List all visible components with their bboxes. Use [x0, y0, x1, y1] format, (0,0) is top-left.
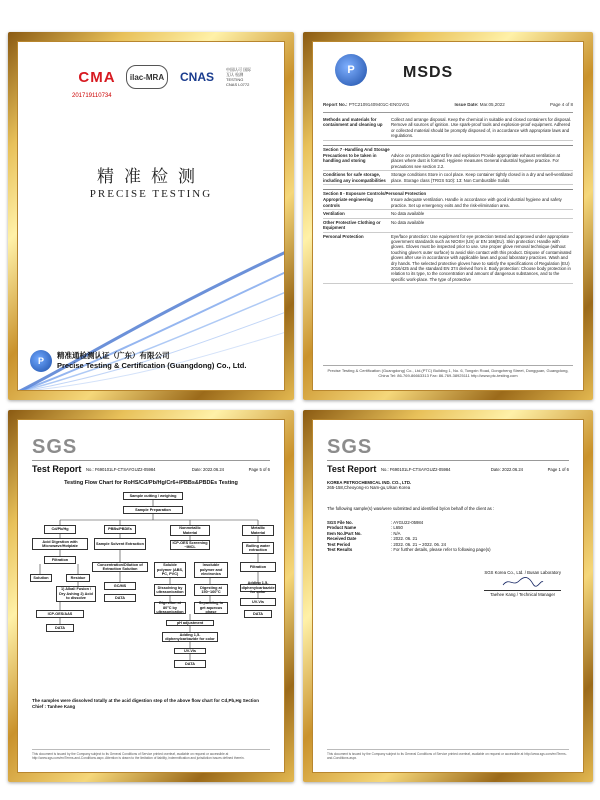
msds-row-value: No data available	[391, 211, 425, 217]
msds-row	[323, 196, 573, 210]
msds-section-heading: Section 7 -Handling And Storage	[323, 145, 573, 152]
flow-box-digest: Digesting at 150~160°C	[194, 584, 228, 596]
report-no: PTC21091409401C-EN01V01	[348, 102, 410, 107]
cma-logo: CMA	[78, 68, 116, 86]
msds-row-value: No data available	[391, 219, 425, 225]
result-field-value: : L650	[391, 525, 403, 531]
flow-box-dissolve: Dissolving by ultrasonication	[154, 584, 186, 596]
test-report-no: No.: F690101LF-CTSAYGUZ2-05984	[86, 467, 156, 472]
page-indicator: Page 4 of 8	[549, 102, 573, 107]
msds-row-key: Personal Protection	[323, 233, 364, 239]
msds-row-key: Ventilation	[323, 211, 345, 217]
flow-box-nonmetal: Nonmetallic Material	[170, 525, 210, 536]
cover-title-cn: 精准检测	[97, 167, 205, 187]
cover-page	[17, 41, 285, 391]
msds-row-value: Advice on protection against fire and explosion Provide appropriate exhaust ventilation at places where dust is formed. Hygiene measures General industrial hygiene practice. For precautions see section 2.2.	[391, 153, 561, 169]
ptc-logo-icon: P	[335, 54, 367, 86]
msds-row-key: Other Protective Clothing or Equipment	[323, 219, 381, 231]
flow-box-data4: DATA	[174, 660, 206, 668]
certificate-frame-cover	[8, 32, 294, 400]
flow-chart-title: Testing Flow Chart for RoHS/Cd/Pb/Hg/Cr6+/PBBs&PBDEs Testing	[64, 480, 238, 486]
certificate-frame-sgs-flow	[8, 410, 294, 782]
flow-box-prep: Sample Preparation	[123, 506, 183, 514]
cover-title-en: PRECISE TESTING	[89, 188, 213, 200]
client-name: KOREA PETROCHEMICAL IND. CO., LTD.	[327, 480, 412, 485]
flow-box-adding2: Adding 1,5-diphenylcarbazide for color	[162, 632, 218, 642]
test-report-date: Date: 2022.06.24	[191, 467, 224, 472]
signer: Taehee Kang / Technical Manager	[484, 590, 561, 597]
flow-box-insoluble: Insoluble polymer and electronics	[194, 562, 228, 578]
result-field-key: Test Results	[327, 547, 353, 553]
msds-section-heading: Section 8 - Exposure Controls/Personal Protection	[323, 189, 573, 196]
cover-company	[30, 350, 246, 372]
company-name-cn: 精准通检测认证（广东）有限公司	[57, 351, 170, 360]
cnas-logo: CNAS	[179, 70, 214, 84]
msds-row-value: Collect and arrange disposal. Keep the chemical in suitable and closed containers for disposal. Remove all sources of ignition. Use spark-proof tools and explosion-proof equipment. Adhered or collected material should be promptly disposed of, in accordance with appropriate laws and regulations.	[391, 117, 572, 139]
msds-row	[323, 219, 573, 233]
flow-box-pbbs: PBBs/PBDEs	[104, 525, 136, 534]
msds-footer: Precise Testing & Certification (Guangdong) Co., Ltd.(PTC) Building 1, No. 6, Tongxin Road, Dongcheng Street, Dongguan, Guangdong, China Tel: 86-769-86663313 Fax: 86-769-38925111 http://www.ptc-testing.com	[323, 365, 573, 378]
msds-title: MSDS	[403, 64, 454, 81]
lab-block	[484, 570, 561, 597]
flow-box-metal: Metallic Material	[242, 525, 274, 536]
flow-box-acid: Acid Digestion with Microwave/Hotplate	[32, 538, 88, 550]
result-field-key: Received Date	[327, 536, 357, 542]
flow-box-cut: Sample cutting / weighing	[123, 492, 183, 500]
flow-box-adding: Adding 1,5-diphenylcarbazide for color	[241, 581, 275, 595]
sgs-logo: SGS	[32, 436, 78, 458]
flow-box-icp: ICP-OES Screening ~IMCL	[170, 540, 210, 550]
result-fields	[327, 520, 569, 552]
flow-box-uvvis2: UV-Vis	[174, 648, 206, 654]
ptc-emblem-icon: P	[30, 350, 52, 372]
result-field-value: : N/A	[391, 530, 401, 536]
msds-row-key: Methods and materials for containment and cleaning up	[323, 117, 383, 128]
flow-box-digestion: Digestion at 80°C by ultrasonication	[154, 602, 186, 614]
signature-image	[501, 575, 545, 589]
msds-row	[323, 210, 573, 218]
flow-box-filtration-metal: Filtration	[240, 562, 276, 572]
msds-row	[323, 116, 573, 141]
flow-box-data1: DATA	[104, 594, 136, 602]
flow-box-data2: DATA	[244, 610, 272, 618]
test-report-date: Date: 2022.06.24	[490, 467, 523, 472]
issue-date-label: Issue Date:	[454, 102, 479, 107]
result-field-key: Product Name	[327, 525, 357, 531]
company-name-en: Precise Testing & Certification (Guangdong) Co., Ltd.	[57, 361, 247, 370]
flow-box-cdpbhg: Cd/Pb/Hg	[44, 525, 76, 534]
flow-box-filtration1: Filtration	[44, 556, 76, 564]
flow-box-alkali: 1) Alkali Fusion / Dry Ashing 2) Acid to dissolve	[56, 586, 96, 602]
result-field-row	[327, 547, 569, 552]
msds-page	[312, 41, 584, 391]
test-report-page: Page 1 of 6	[547, 467, 569, 472]
msds-row-value: Insure adequate ventilation. Handle in accordance with good industrial hygiene and safety practice. Set up emergency exits and the risk-elimination area.	[391, 197, 562, 208]
sgs-result-page	[312, 419, 584, 773]
test-report-no: No.: F690101LF-CTSAYGUZ2-05984	[381, 467, 451, 472]
certificate-frame-sgs-result	[303, 410, 593, 782]
msds-row	[323, 171, 573, 185]
client-block	[327, 480, 569, 491]
msds-rows	[323, 116, 573, 284]
flow-box-icpoes: ICP-OES/AAS	[36, 610, 84, 618]
flow-chart	[30, 492, 276, 692]
result-field-key: SGS File No.	[327, 520, 353, 525]
flow-box-data3: DATA	[46, 624, 74, 632]
report-no-label: Report No.:	[323, 102, 348, 107]
cnas-caption: 中国认可 国际互认 检测 TESTING CNAS L0772	[226, 67, 252, 87]
msds-row	[323, 152, 573, 171]
flow-box-residue: Residue	[66, 574, 90, 582]
test-report-label: Test Report	[327, 464, 377, 474]
flow-box-solution: Solution	[30, 574, 52, 582]
sgs-logo: SGS	[327, 436, 373, 458]
sgs-flow-page	[17, 419, 285, 773]
flow-box-gcms: GC/MS	[104, 582, 136, 590]
flow-box-uvvis1: UV-Vis	[240, 598, 276, 606]
msds-row-key: Precautions to be taken in handling and storing	[323, 153, 377, 164]
result-field-value: : AYGU22-05984	[391, 520, 424, 525]
msds-row-key: Conditions for safe storage, including any incompatibilities	[323, 172, 386, 183]
msds-row-value: Storage conditions Store in cool place. Keep container tightly closed in a dry and well-ventilated place. Storage class (TRGS 510): 13: Non Combustible Solids	[391, 172, 573, 183]
client-address: 265-158,Cheoyong-ro Nam-gu,Ulsan Korea	[327, 485, 411, 491]
result-field-key: Item No./Part No.	[327, 530, 362, 536]
flow-box-boil: Boiling water extraction	[242, 542, 274, 554]
flow-box-solvent: Sample Solvent Extraction	[94, 538, 146, 550]
result-field-key: Test Period	[327, 541, 351, 547]
msds-row-key: Appropriate engineering controls	[323, 197, 373, 208]
result-field-value: : 2022. 06. 21	[391, 536, 418, 542]
accreditation-logos	[78, 64, 252, 90]
sgs-result-footer: This document is issued by the Company subject to its General Conditions of Service printed overleaf, available on request or accessible at http://www.sgs.com/en/Terms-and-Conditions.aspx.	[327, 749, 569, 760]
flow-box-separate: Separating to get aqueous phase	[194, 602, 228, 614]
msds-row	[323, 233, 573, 285]
msds-report-bar	[323, 102, 573, 113]
msds-header	[323, 54, 573, 94]
lab-name: SGS Korea Co., Ltd. / Busan Laboratory	[484, 570, 561, 575]
statement: The following sample(s) was/were submitted and identified by/on behalf of the client as :	[327, 506, 495, 511]
sgs-flow-footer: This document is issued by the Company subject to its General Conditions of Service printed overleaf, available on request or accessible at http://www.sgs.com/en/Terms-and-Conditions.aspx. Attention is drawn to the limitation of liability, indemnification and jurisdiction issues defined therein.	[32, 749, 270, 760]
msds-row-value: Eye/face protection: Use equipment for eye protection tested and approved under appropriate government standards such as NIOSH (US) or EN 166(EU). Skin protection: Handle with gloves. Gloves must be inspected prior to use. Use proper glove removal technique (without touching glove's outer surface) to avoid skin contact with this product. Dispose of contaminated gloves after use in accordance with applicable laws and good laboratory practices. Wash and dry hands. The selected protective gloves have to satisfy the specifications of Regulation (EU) 2016/425 and the standard EN 374 derived from it. Body protection: Choose body protection in relation to its type, to the concentration and amount of dangerous substances, and to the specific work-place. The type of protective	[391, 233, 572, 282]
result-field-value: : 2022. 06. 21 ~ 2022. 06. 24	[391, 541, 447, 547]
flow-chart-note: The samples were dissolved totally at the acid digestion step of the above flow chart for Cd,Pb,Hg Section Chief : Tanhee Kang	[32, 698, 260, 709]
ilac-logo: ilac-MRA	[126, 65, 168, 89]
flow-box-conc: Concentration/Dilution of Extraction Solution	[92, 562, 148, 572]
cma-number: 201719110734	[72, 93, 112, 99]
result-field-value: : For further details, please refer to following page(s)	[391, 547, 491, 553]
certificate-frame-msds	[303, 32, 593, 400]
issue-date: Mar.05,2022	[479, 102, 505, 107]
flow-box-soluble: Soluble polymer (ABS, PC, PVC)	[154, 562, 186, 578]
flow-box-ph: pH adjustment	[166, 620, 214, 626]
test-report-page: Page 5 of 6	[248, 467, 270, 472]
test-report-label: Test Report	[32, 464, 82, 474]
